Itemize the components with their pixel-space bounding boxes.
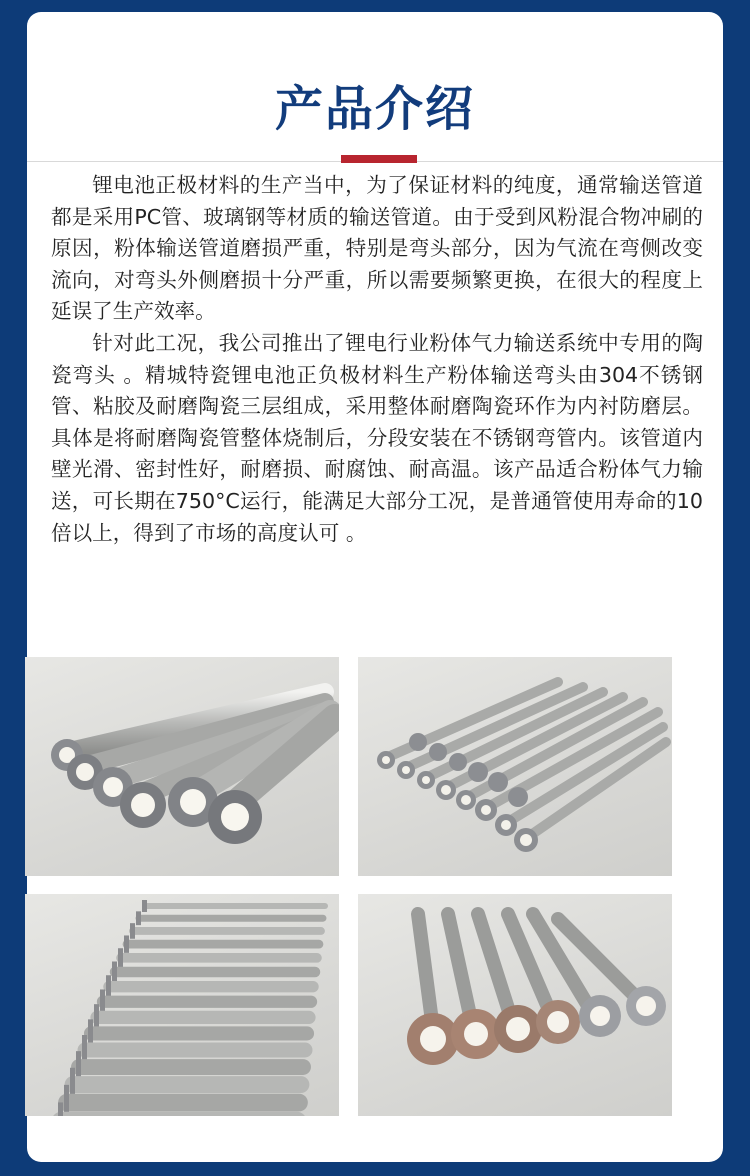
pipe-flange — [100, 989, 105, 1014]
title-accent-bar — [341, 155, 417, 163]
pipe-flange — [124, 935, 129, 952]
pipe-flange — [118, 948, 123, 967]
product-photo-4 — [358, 894, 672, 1116]
pipe-flange — [112, 962, 117, 983]
pipe-flange — [64, 1085, 69, 1116]
pipe-flange — [142, 900, 147, 912]
pipe-flange — [136, 911, 141, 925]
intro-text — [51, 170, 703, 549]
pipe-flange — [130, 923, 135, 939]
section-title: 产品介绍 — [274, 81, 475, 137]
product-photo-3 — [25, 894, 339, 1116]
pipe-flange — [106, 975, 111, 998]
intro-paragraph-2: 针对此工况，我公司推出了锂电行业粉体气力输送系统中专用的陶瓷弯头 。精城特瓷锂电池正负极材料生产粉体输送弯头由304不锈钢管、粘胶及耐磨陶瓷三层组成，采用整体耐磨陶瓷环作为内衬防磨层。具体是将耐磨陶瓷管整体烧制后，分段安装在不锈钢弯管内。该管道内壁光滑、密封性好，耐磨损、耐腐蚀、耐高温。该产品适合粉体气力输送，可长期在750°C运行，能满足大部分工况，是普通管使用寿命的10倍以上，得到了市场的高度认可 。 — [51, 330, 703, 545]
product-photo-2 — [358, 657, 672, 876]
product-photo-1 — [25, 657, 339, 876]
intro-paragraph-1: 锂电池正极材料的生产当中，为了保证材料的纯度，通常输送管道都是采用PC管、玻璃钢等材质的输送管道。由于受到风粉混合物冲刷的原因，粉体输送管道磨损严重，特别是弯头部分，因为气流在弯侧改变流向，对弯头外侧磨损十分严重，所以需要频繁更换，在很大的程度上延误了生产效率。 — [51, 173, 703, 324]
pipe-flange — [58, 1102, 63, 1116]
